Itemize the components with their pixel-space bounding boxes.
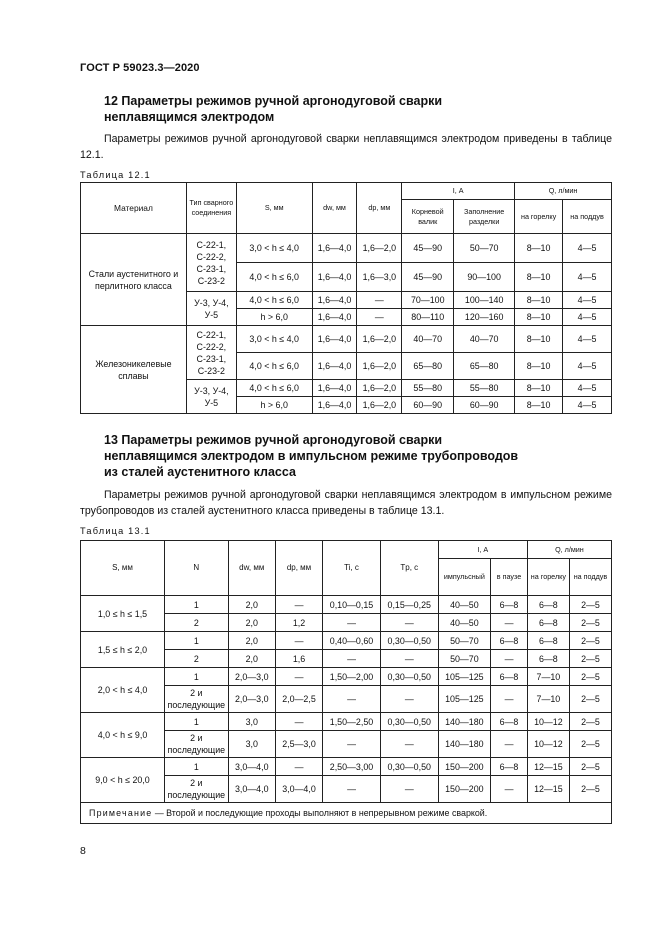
- table-cell: 7—10: [527, 668, 569, 686]
- table-cell: 10—12: [527, 713, 569, 731]
- table-cell: 50—70: [438, 650, 491, 668]
- table-cell: 100—140: [454, 292, 515, 309]
- table-cell: 0,30—0,50: [380, 758, 438, 776]
- table-cell: —: [357, 309, 402, 326]
- table-cell: 2 и последующие: [165, 731, 229, 758]
- table-cell: —: [380, 776, 438, 803]
- section-13-heading-line2: неплавящимся электродом в импульсном режиме трубопроводов: [104, 449, 519, 463]
- table-cell: 3,0 < h ≤ 4,0: [236, 326, 312, 353]
- table-cell: 2—5: [569, 731, 611, 758]
- table-cell: 105—125: [438, 686, 491, 713]
- table-cell: 2—5: [569, 713, 611, 731]
- table-cell: —: [275, 668, 322, 686]
- table-cell: 2—5: [569, 758, 611, 776]
- header-pulse: импульсный: [438, 559, 491, 596]
- table-cell: 1: [165, 596, 229, 614]
- table-cell: —: [491, 686, 528, 713]
- section-12-heading-line1: 12 Параметры режимов ручной аргонодуговой сварки: [104, 94, 443, 108]
- table-cell: 4,0 < h ≤ 6,0: [236, 292, 312, 309]
- table-cell: 4—5: [563, 380, 612, 397]
- table-cell: —: [323, 686, 381, 713]
- header-root: Корневой валик: [402, 200, 454, 234]
- table-cell: —: [380, 650, 438, 668]
- header-flow: Q, л/мин: [515, 183, 612, 200]
- table-cell: 6—8: [527, 596, 569, 614]
- header-torch: на горелку: [515, 200, 563, 234]
- table-note-row: [81, 803, 612, 824]
- table-cell: 12—15: [527, 776, 569, 803]
- table-13-caption: Таблица 13.1: [80, 526, 151, 536]
- table-cell: 1,6—4,0: [312, 326, 357, 353]
- table-cell: 1,6—4,0: [312, 234, 357, 263]
- material-cell: Железоникелевые сплавы: [81, 326, 187, 414]
- table-cell: 2 и последующие: [165, 686, 229, 713]
- table-cell: 140—180: [438, 731, 491, 758]
- table-cell: 140—180: [438, 713, 491, 731]
- table-cell: 1,6—2,0: [357, 234, 402, 263]
- page-number: 8: [80, 845, 86, 857]
- table-note: [81, 803, 612, 824]
- table-row: [81, 234, 612, 263]
- s-range-cell: 4,0 < h ≤ 9,0: [81, 713, 165, 758]
- section-12-heading-line2: неплавящимся электродом: [104, 110, 275, 124]
- section-13-heading-line3: из сталей аустенитного класса: [104, 465, 296, 479]
- table-row: [81, 668, 612, 686]
- table-cell: —: [491, 614, 528, 632]
- table-cell: 2: [165, 614, 229, 632]
- table-cell: 2—5: [569, 650, 611, 668]
- s-range-cell: 1,0 ≤ h ≤ 1,5: [81, 596, 165, 632]
- table-cell: 150—200: [438, 758, 491, 776]
- table-cell: 4—5: [563, 309, 612, 326]
- table-cell: 4—5: [563, 353, 612, 380]
- table-cell: 6—8: [491, 758, 528, 776]
- table-cell: 1,6—4,0: [312, 353, 357, 380]
- table-cell: —: [323, 614, 381, 632]
- table-cell: 40—50: [438, 596, 491, 614]
- note-text: — Второй и последующие проходы выполняют в непрерывном режиме сваркой.: [152, 808, 488, 818]
- table-cell: —: [380, 686, 438, 713]
- header-torch: на горелку: [527, 559, 569, 596]
- table-cell: 2 и последующие: [165, 776, 229, 803]
- header-s-mm: S, мм: [81, 541, 165, 596]
- table-cell: 4,0 < h ≤ 6,0: [236, 380, 312, 397]
- table-cell: 2—5: [569, 668, 611, 686]
- table-cell: 8—10: [515, 397, 563, 414]
- table-cell: —: [275, 713, 322, 731]
- header-dw-mm: dw, мм: [312, 183, 357, 234]
- table-cell: 55—80: [454, 380, 515, 397]
- table-cell: 1,6—2,0: [357, 326, 402, 353]
- table-cell: 90—100: [454, 263, 515, 292]
- table-row: [81, 632, 612, 650]
- header-dp-mm: dp, мм: [357, 183, 402, 234]
- table-cell: 1,6: [275, 650, 322, 668]
- table-cell: 1,6—2,0: [357, 353, 402, 380]
- section-12-paragraph: Параметры режимов ручной аргонодуговой сварки неплавящимся электродом приведены в таблице 12.1.: [80, 133, 612, 161]
- table-cell: —: [357, 292, 402, 309]
- table-cell: 8—10: [515, 263, 563, 292]
- section-13-paragraph: Параметры режимов ручной аргонодуговой сварки неплавящимся электродом в импульсном режиме трубопроводов из сталей аустенитного класса приведены в таблице 13.1.: [80, 489, 612, 517]
- table-cell: 6—8: [527, 650, 569, 668]
- material-cell: Стали аустенитного и перлитного класса: [81, 234, 187, 326]
- table-row: [81, 758, 612, 776]
- table-cell: 8—10: [515, 234, 563, 263]
- section-13-heading: [104, 432, 584, 480]
- table-cell: 1,50—2,50: [323, 713, 381, 731]
- table-cell: 60—90: [402, 397, 454, 414]
- table-cell: 3,0—4,0: [228, 758, 275, 776]
- table-cell: 1,6—2,0: [357, 397, 402, 414]
- table-cell: 2,0—3,0: [228, 686, 275, 713]
- table-cell: 6—8: [491, 713, 528, 731]
- table-cell: 8—10: [515, 309, 563, 326]
- table-12-1: [80, 182, 612, 414]
- table-cell: 1,6—4,0: [312, 292, 357, 309]
- header-n: N: [165, 541, 229, 596]
- table-cell: —: [275, 758, 322, 776]
- table-cell: 4,0 < h ≤ 6,0: [236, 263, 312, 292]
- header-ti: Ti, с: [323, 541, 381, 596]
- note-label: Примечание: [89, 808, 153, 818]
- table-cell: 60—90: [454, 397, 515, 414]
- header-current: I, А: [402, 183, 515, 200]
- header-fill: Заполнение разделки: [454, 200, 515, 234]
- table-cell: 10—12: [527, 731, 569, 758]
- table-cell: h > 6,0: [236, 309, 312, 326]
- table-cell: 45—90: [402, 263, 454, 292]
- table-cell: 70—100: [402, 292, 454, 309]
- s-range-cell: 9,0 < h ≤ 20,0: [81, 758, 165, 803]
- table-cell: 1: [165, 632, 229, 650]
- table-cell: 40—50: [438, 614, 491, 632]
- table-cell: 8—10: [515, 326, 563, 353]
- header-purge: на поддув: [569, 559, 611, 596]
- header-joint-type: Тип сварного соединения: [186, 183, 236, 234]
- table-cell: 2: [165, 650, 229, 668]
- table-row: [81, 596, 612, 614]
- table-cell: 6—8: [491, 596, 528, 614]
- table-cell: 3,0—4,0: [228, 776, 275, 803]
- table-cell: 1: [165, 758, 229, 776]
- table-cell: 2,5—3,0: [275, 731, 322, 758]
- table-cell: 65—80: [454, 353, 515, 380]
- table-cell: 2—5: [569, 632, 611, 650]
- table-cell: 2,0—3,0: [228, 668, 275, 686]
- table-cell: —: [275, 596, 322, 614]
- table-cell: 6—8: [527, 614, 569, 632]
- table-cell: 2—5: [569, 686, 611, 713]
- table-cell: 1,6—3,0: [357, 263, 402, 292]
- table-cell: 1,6—4,0: [312, 397, 357, 414]
- table-cell: —: [275, 632, 322, 650]
- table-cell: 6—8: [527, 632, 569, 650]
- document-header: ГОСТ Р 59023.3—2020: [80, 62, 200, 74]
- table-12-caption: Таблица 12.1: [80, 170, 151, 180]
- table-cell: 2,0: [228, 632, 275, 650]
- table-cell: 1: [165, 713, 229, 731]
- header-dp-mm: dp, мм: [275, 541, 322, 596]
- header-flow: Q, л/мин: [527, 541, 611, 559]
- table-cell: 50—70: [454, 234, 515, 263]
- table-cell: —: [491, 776, 528, 803]
- table-cell: 4—5: [563, 263, 612, 292]
- table-cell: 4,0 < h ≤ 6,0: [236, 353, 312, 380]
- table-cell: 1,2: [275, 614, 322, 632]
- header-pause: в паузе: [491, 559, 528, 596]
- table-cell: 3,0 < h ≤ 4,0: [236, 234, 312, 263]
- table-cell: 120—160: [454, 309, 515, 326]
- table-cell: 45—90: [402, 234, 454, 263]
- section-13-heading-line1: 13 Параметры режимов ручной аргонодуговой сварки: [104, 433, 443, 447]
- table-cell: 1,6—4,0: [312, 263, 357, 292]
- joint-type-cell: У-3, У-4, У-5: [186, 380, 236, 414]
- table-cell: h > 6,0: [236, 397, 312, 414]
- table-cell: 55—80: [402, 380, 454, 397]
- table-cell: 1,6—4,0: [312, 380, 357, 397]
- table-cell: 2,50—3,00: [323, 758, 381, 776]
- table-cell: —: [323, 731, 381, 758]
- table-cell: 8—10: [515, 353, 563, 380]
- table-cell: 0,40—0,60: [323, 632, 381, 650]
- table-cell: 150—200: [438, 776, 491, 803]
- table-cell: 4—5: [563, 292, 612, 309]
- table-cell: 0,15—0,25: [380, 596, 438, 614]
- section-12-heading: [104, 93, 584, 125]
- table-cell: —: [380, 731, 438, 758]
- table-cell: 4—5: [563, 326, 612, 353]
- table-cell: 3,0: [228, 731, 275, 758]
- table-cell: 1,50—2,00: [323, 668, 381, 686]
- table-cell: 2,0: [228, 650, 275, 668]
- table-cell: 40—70: [402, 326, 454, 353]
- table-cell: —: [491, 731, 528, 758]
- table-cell: 1,6—4,0: [312, 309, 357, 326]
- table-cell: 3,0—4,0: [275, 776, 322, 803]
- joint-type-cell: С-22-1, С-22-2, С-23-1, С-23-2: [186, 234, 236, 292]
- table-cell: 2,0: [228, 596, 275, 614]
- table-cell: 40—70: [454, 326, 515, 353]
- table-row: [81, 326, 612, 353]
- table-cell: 12—15: [527, 758, 569, 776]
- header-material: Материал: [81, 183, 187, 234]
- table-cell: 65—80: [402, 353, 454, 380]
- table-cell: 1,6—2,0: [357, 380, 402, 397]
- table-cell: 8—10: [515, 380, 563, 397]
- table-cell: 2—5: [569, 614, 611, 632]
- table-cell: 105—125: [438, 668, 491, 686]
- table-row: [81, 713, 612, 731]
- table-cell: 0,30—0,50: [380, 668, 438, 686]
- table-cell: 0,10—0,15: [323, 596, 381, 614]
- table-cell: —: [491, 650, 528, 668]
- header-dw-mm: dw, мм: [228, 541, 275, 596]
- table-cell: 80—110: [402, 309, 454, 326]
- table-cell: 3,0: [228, 713, 275, 731]
- header-current: I, А: [438, 541, 527, 559]
- table-cell: —: [323, 650, 381, 668]
- table-cell: 2,0—2,5: [275, 686, 322, 713]
- table-cell: 6—8: [491, 632, 528, 650]
- joint-type-cell: У-3, У-4, У-5: [186, 292, 236, 326]
- table-cell: 2—5: [569, 776, 611, 803]
- table-cell: —: [323, 776, 381, 803]
- s-range-cell: 1,5 ≤ h ≤ 2,0: [81, 632, 165, 668]
- header-s-mm: S, мм: [236, 183, 312, 234]
- joint-type-cell: С-22-1, С-22-2, С-23-1, С-23-2: [186, 326, 236, 380]
- table-cell: 4—5: [563, 234, 612, 263]
- table-cell: 2—5: [569, 596, 611, 614]
- table-cell: 8—10: [515, 292, 563, 309]
- table-cell: 0,30—0,50: [380, 713, 438, 731]
- table-13-1: [80, 540, 612, 824]
- table-cell: 2,0: [228, 614, 275, 632]
- table-cell: 7—10: [527, 686, 569, 713]
- table-cell: 50—70: [438, 632, 491, 650]
- header-purge: на поддув: [563, 200, 612, 234]
- table-cell: 6—8: [491, 668, 528, 686]
- table-cell: —: [380, 614, 438, 632]
- table-cell: 0,30—0,50: [380, 632, 438, 650]
- table-cell: 1: [165, 668, 229, 686]
- header-tp: Tp, с: [380, 541, 438, 596]
- table-cell: 4—5: [563, 397, 612, 414]
- s-range-cell: 2,0 < h ≤ 4,0: [81, 668, 165, 713]
